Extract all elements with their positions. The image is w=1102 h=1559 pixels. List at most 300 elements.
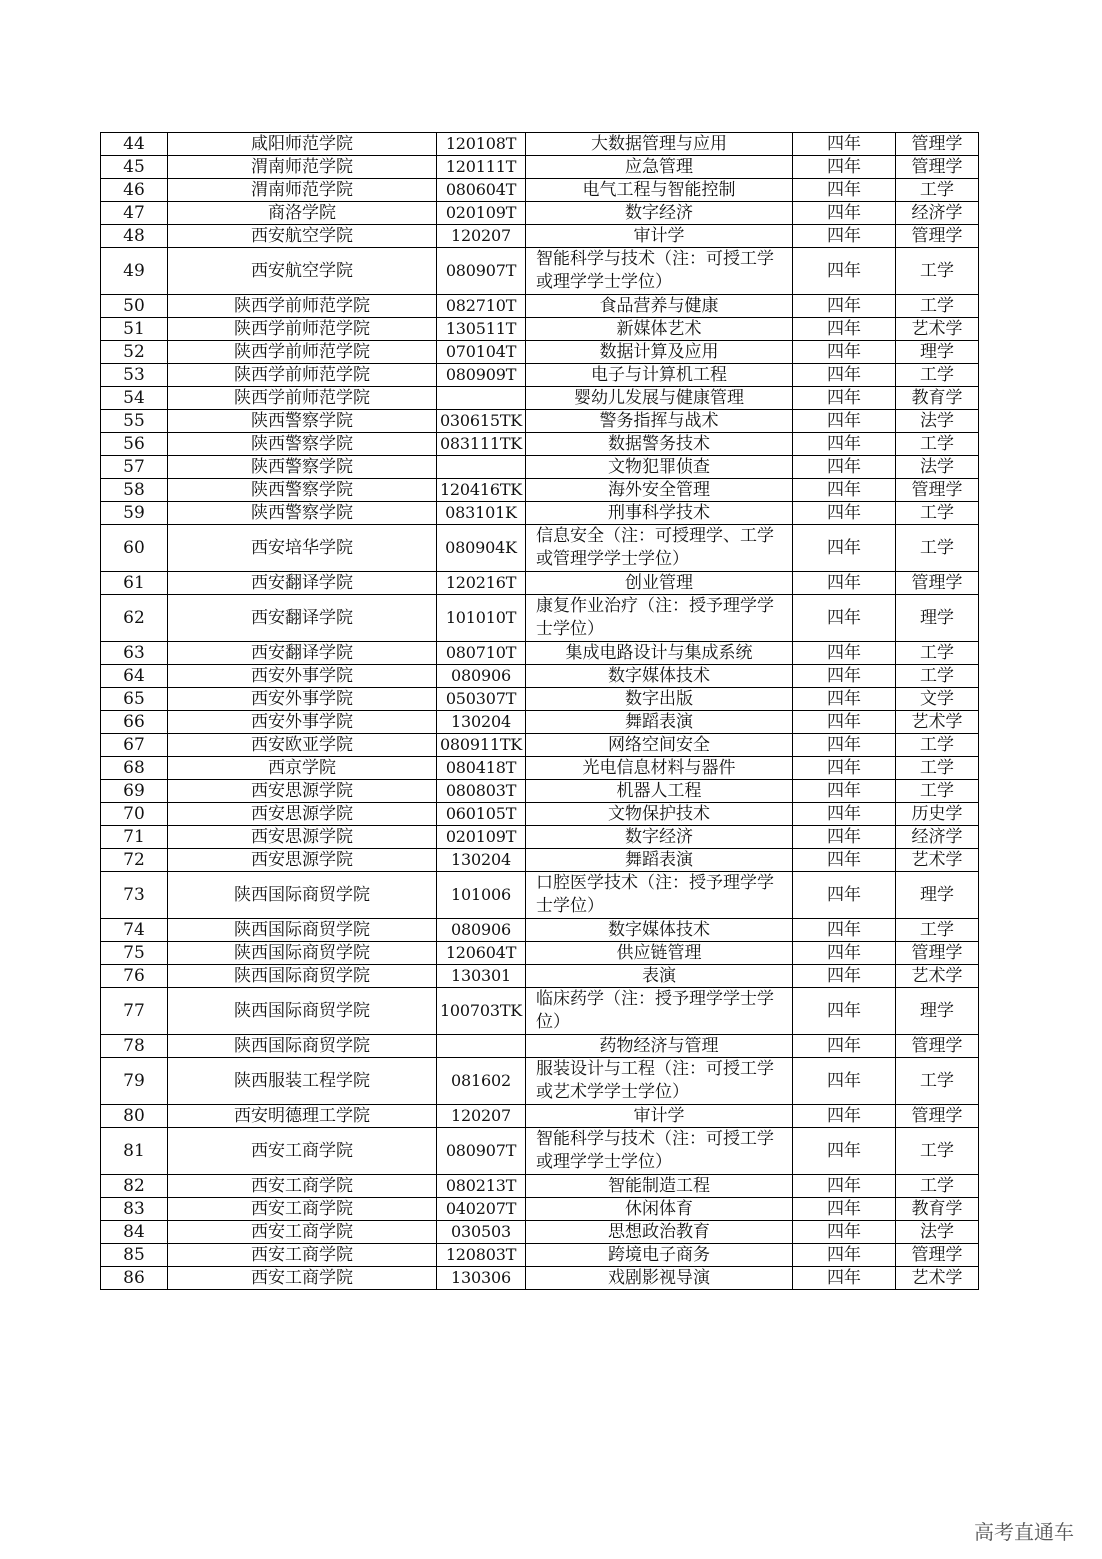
major-code-cell [437, 456, 526, 479]
major-code-cell: 120207 [437, 1105, 526, 1128]
major-code-cell: 101010T [437, 595, 526, 642]
row-number-cell: 48 [101, 225, 168, 248]
table-row [101, 318, 979, 341]
duration-cell: 四年 [793, 364, 896, 387]
school-cell: 陕西国际商贸学院 [168, 1035, 437, 1058]
duration-cell: 四年 [793, 942, 896, 965]
duration-cell: 四年 [793, 734, 896, 757]
row-number-cell: 80 [101, 1105, 168, 1128]
major-name-cell: 刑事科学技术 [526, 502, 793, 525]
duration-cell: 四年 [793, 919, 896, 942]
duration-cell: 四年 [793, 803, 896, 826]
duration-cell: 四年 [793, 433, 896, 456]
degree-cell: 艺术学 [896, 318, 979, 341]
major-name-cell: 海外安全管理 [526, 479, 793, 502]
duration-cell: 四年 [793, 988, 896, 1035]
table-row [101, 572, 979, 595]
row-number-cell: 44 [101, 133, 168, 156]
degree-cell: 工学 [896, 642, 979, 665]
degree-cell: 工学 [896, 502, 979, 525]
school-cell: 西安工商学院 [168, 1175, 437, 1198]
table-row [101, 433, 979, 456]
major-name-cell: 创业管理 [526, 572, 793, 595]
major-name-cell: 药物经济与管理 [526, 1035, 793, 1058]
school-cell: 陕西警察学院 [168, 410, 437, 433]
duration-cell: 四年 [793, 202, 896, 225]
major-code-cell: 130204 [437, 711, 526, 734]
table-row [101, 456, 979, 479]
school-cell: 西安翻译学院 [168, 595, 437, 642]
school-cell: 咸阳师范学院 [168, 133, 437, 156]
major-code-cell: 130204 [437, 849, 526, 872]
major-name-cell: 审计学 [526, 225, 793, 248]
school-cell: 西安思源学院 [168, 780, 437, 803]
school-cell: 西安航空学院 [168, 248, 437, 295]
major-code-cell: 070104T [437, 341, 526, 364]
duration-cell: 四年 [793, 479, 896, 502]
school-cell: 西安工商学院 [168, 1267, 437, 1290]
major-name-cell: 婴幼儿发展与健康管理 [526, 387, 793, 410]
row-number-cell: 47 [101, 202, 168, 225]
duration-cell: 四年 [793, 872, 896, 919]
degree-cell: 工学 [896, 364, 979, 387]
degree-cell: 法学 [896, 410, 979, 433]
degree-cell: 工学 [896, 1128, 979, 1175]
major-code-cell: 080213T [437, 1175, 526, 1198]
row-number-cell: 61 [101, 572, 168, 595]
table-row [101, 711, 979, 734]
row-number-cell: 78 [101, 1035, 168, 1058]
table-row [101, 1035, 979, 1058]
duration-cell: 四年 [793, 711, 896, 734]
major-name-cell: 口腔医学技术（注：授予理学学士学位） [526, 872, 793, 919]
row-number-cell: 59 [101, 502, 168, 525]
degree-cell: 工学 [896, 919, 979, 942]
school-cell: 西京学院 [168, 757, 437, 780]
school-cell: 西安欧亚学院 [168, 734, 437, 757]
major-code-cell: 030615TK [437, 410, 526, 433]
degree-cell: 工学 [896, 734, 979, 757]
duration-cell: 四年 [793, 1105, 896, 1128]
major-name-cell: 数字媒体技术 [526, 919, 793, 942]
school-cell: 陕西国际商贸学院 [168, 872, 437, 919]
degree-cell: 历史学 [896, 803, 979, 826]
major-code-cell: 120604T [437, 942, 526, 965]
row-number-cell: 85 [101, 1244, 168, 1267]
major-code-cell: 050307T [437, 688, 526, 711]
row-number-cell: 55 [101, 410, 168, 433]
watermark-text: 高考直通车 [974, 1520, 1074, 1544]
table-row [101, 387, 979, 410]
table-row [101, 248, 979, 295]
row-number-cell: 70 [101, 803, 168, 826]
table-row [101, 1128, 979, 1175]
row-number-cell: 69 [101, 780, 168, 803]
school-cell: 西安思源学院 [168, 849, 437, 872]
degree-cell: 管理学 [896, 942, 979, 965]
row-number-cell: 72 [101, 849, 168, 872]
table-row [101, 1221, 979, 1244]
school-cell: 陕西学前师范学院 [168, 341, 437, 364]
major-code-cell: 080418T [437, 757, 526, 780]
row-number-cell: 45 [101, 156, 168, 179]
degree-cell: 教育学 [896, 387, 979, 410]
major-name-cell: 集成电路设计与集成系统 [526, 642, 793, 665]
row-number-cell: 51 [101, 318, 168, 341]
table-row [101, 734, 979, 757]
row-number-cell: 73 [101, 872, 168, 919]
major-name-cell: 网络空间安全 [526, 734, 793, 757]
duration-cell: 四年 [793, 1128, 896, 1175]
major-name-cell: 新媒体艺术 [526, 318, 793, 341]
row-number-cell: 49 [101, 248, 168, 295]
major-code-cell: 120111T [437, 156, 526, 179]
major-code-cell: 120216T [437, 572, 526, 595]
row-number-cell: 71 [101, 826, 168, 849]
duration-cell: 四年 [793, 179, 896, 202]
major-code-cell: 080907T [437, 1128, 526, 1175]
degree-cell: 艺术学 [896, 965, 979, 988]
table-row [101, 942, 979, 965]
duration-cell: 四年 [793, 387, 896, 410]
degree-cell: 工学 [896, 295, 979, 318]
major-code-cell: 130306 [437, 1267, 526, 1290]
major-code-cell: 130301 [437, 965, 526, 988]
major-code-cell: 080904K [437, 525, 526, 572]
major-name-cell: 数字媒体技术 [526, 665, 793, 688]
major-code-cell: 040207T [437, 1198, 526, 1221]
duration-cell: 四年 [793, 595, 896, 642]
major-name-cell: 食品营养与健康 [526, 295, 793, 318]
major-name-cell: 戏剧影视导演 [526, 1267, 793, 1290]
major-name-cell: 供应链管理 [526, 942, 793, 965]
row-number-cell: 65 [101, 688, 168, 711]
major-name-cell: 电子与计算机工程 [526, 364, 793, 387]
duration-cell: 四年 [793, 248, 896, 295]
degree-cell: 管理学 [896, 1105, 979, 1128]
school-cell: 陕西国际商贸学院 [168, 942, 437, 965]
degree-cell: 经济学 [896, 202, 979, 225]
row-number-cell: 74 [101, 919, 168, 942]
degree-cell: 工学 [896, 1058, 979, 1105]
degree-cell: 工学 [896, 433, 979, 456]
major-name-cell: 舞蹈表演 [526, 711, 793, 734]
major-code-cell: 081602 [437, 1058, 526, 1105]
table-row [101, 364, 979, 387]
school-cell: 西安工商学院 [168, 1128, 437, 1175]
duration-cell: 四年 [793, 642, 896, 665]
table-row [101, 1244, 979, 1267]
school-cell: 陕西警察学院 [168, 456, 437, 479]
major-name-cell: 大数据管理与应用 [526, 133, 793, 156]
school-cell: 西安培华学院 [168, 525, 437, 572]
major-code-cell: 130511T [437, 318, 526, 341]
major-name-cell: 舞蹈表演 [526, 849, 793, 872]
school-cell: 陕西国际商贸学院 [168, 919, 437, 942]
table-row [101, 1105, 979, 1128]
school-cell: 陕西警察学院 [168, 479, 437, 502]
table-row [101, 642, 979, 665]
table-row [101, 1175, 979, 1198]
degree-cell: 管理学 [896, 225, 979, 248]
degree-cell: 法学 [896, 1221, 979, 1244]
major-code-cell: 120416TK [437, 479, 526, 502]
table-row [101, 665, 979, 688]
major-name-cell: 文物保护技术 [526, 803, 793, 826]
major-name-cell: 审计学 [526, 1105, 793, 1128]
duration-cell: 四年 [793, 665, 896, 688]
duration-cell: 四年 [793, 688, 896, 711]
duration-cell: 四年 [793, 502, 896, 525]
major-code-cell: 080907T [437, 248, 526, 295]
school-cell: 西安外事学院 [168, 688, 437, 711]
school-cell: 陕西学前师范学院 [168, 387, 437, 410]
duration-cell: 四年 [793, 826, 896, 849]
duration-cell: 四年 [793, 156, 896, 179]
duration-cell: 四年 [793, 1198, 896, 1221]
row-number-cell: 63 [101, 642, 168, 665]
duration-cell: 四年 [793, 295, 896, 318]
table-row [101, 988, 979, 1035]
major-name-cell: 机器人工程 [526, 780, 793, 803]
major-name-cell: 应急管理 [526, 156, 793, 179]
major-name-cell: 临床药学（注：授予理学学士学位） [526, 988, 793, 1035]
table-row [101, 410, 979, 433]
table-row [101, 1198, 979, 1221]
school-cell: 西安明德理工学院 [168, 1105, 437, 1128]
row-number-cell: 79 [101, 1058, 168, 1105]
major-name-cell: 数据警务技术 [526, 433, 793, 456]
major-name-cell: 数字经济 [526, 202, 793, 225]
major-code-cell: 060105T [437, 803, 526, 826]
major-name-cell: 休闲体育 [526, 1198, 793, 1221]
row-number-cell: 58 [101, 479, 168, 502]
row-number-cell: 83 [101, 1198, 168, 1221]
table-row [101, 225, 979, 248]
row-number-cell: 62 [101, 595, 168, 642]
major-name-cell: 智能科学与技术（注：可授工学或理学学士学位） [526, 248, 793, 295]
row-number-cell: 60 [101, 525, 168, 572]
degree-cell: 工学 [896, 248, 979, 295]
major-name-cell: 思想政治教育 [526, 1221, 793, 1244]
table-row [101, 872, 979, 919]
major-name-cell: 电气工程与智能控制 [526, 179, 793, 202]
school-cell: 西安外事学院 [168, 665, 437, 688]
row-number-cell: 77 [101, 988, 168, 1035]
majors-table-body [101, 133, 979, 1290]
row-number-cell: 46 [101, 179, 168, 202]
school-cell: 陕西国际商贸学院 [168, 988, 437, 1035]
row-number-cell: 66 [101, 711, 168, 734]
school-cell: 西安思源学院 [168, 826, 437, 849]
row-number-cell: 86 [101, 1267, 168, 1290]
degree-cell: 理学 [896, 595, 979, 642]
duration-cell: 四年 [793, 341, 896, 364]
degree-cell: 艺术学 [896, 849, 979, 872]
major-code-cell: 100703TK [437, 988, 526, 1035]
duration-cell: 四年 [793, 965, 896, 988]
table-row [101, 525, 979, 572]
degree-cell: 管理学 [896, 156, 979, 179]
degree-cell: 工学 [896, 525, 979, 572]
table-row [101, 780, 979, 803]
table-row [101, 133, 979, 156]
school-cell: 西安航空学院 [168, 225, 437, 248]
table-row [101, 295, 979, 318]
major-code-cell [437, 387, 526, 410]
degree-cell: 管理学 [896, 1244, 979, 1267]
table-row [101, 479, 979, 502]
degree-cell: 管理学 [896, 1035, 979, 1058]
table-row [101, 202, 979, 225]
major-code-cell: 080906 [437, 665, 526, 688]
school-cell: 渭南师范学院 [168, 156, 437, 179]
major-name-cell: 智能科学与技术（注：可授工学或理学学士学位） [526, 1128, 793, 1175]
major-name-cell: 表演 [526, 965, 793, 988]
school-cell: 陕西警察学院 [168, 433, 437, 456]
major-code-cell: 101006 [437, 872, 526, 919]
school-cell: 陕西学前师范学院 [168, 295, 437, 318]
table-row [101, 688, 979, 711]
table-row [101, 849, 979, 872]
table-row [101, 826, 979, 849]
major-code-cell: 080710T [437, 642, 526, 665]
degree-cell: 管理学 [896, 479, 979, 502]
major-code-cell: 120803T [437, 1244, 526, 1267]
degree-cell: 文学 [896, 688, 979, 711]
major-name-cell: 警务指挥与战术 [526, 410, 793, 433]
major-code-cell: 080803T [437, 780, 526, 803]
table-row [101, 595, 979, 642]
row-number-cell: 53 [101, 364, 168, 387]
school-cell: 西安工商学院 [168, 1198, 437, 1221]
school-cell: 陕西学前师范学院 [168, 318, 437, 341]
table-row [101, 1058, 979, 1105]
major-name-cell: 光电信息材料与器件 [526, 757, 793, 780]
degree-cell: 理学 [896, 988, 979, 1035]
table-row [101, 919, 979, 942]
table-row [101, 502, 979, 525]
major-code-cell: 080906 [437, 919, 526, 942]
row-number-cell: 67 [101, 734, 168, 757]
row-number-cell: 75 [101, 942, 168, 965]
degree-cell: 经济学 [896, 826, 979, 849]
school-cell: 陕西学前师范学院 [168, 364, 437, 387]
row-number-cell: 81 [101, 1128, 168, 1175]
table-row [101, 156, 979, 179]
major-name-cell: 信息安全（注：可授理学、工学或管理学学士学位） [526, 525, 793, 572]
degree-cell: 教育学 [896, 1198, 979, 1221]
row-number-cell: 52 [101, 341, 168, 364]
duration-cell: 四年 [793, 757, 896, 780]
school-cell: 西安外事学院 [168, 711, 437, 734]
degree-cell: 理学 [896, 341, 979, 364]
duration-cell: 四年 [793, 780, 896, 803]
duration-cell: 四年 [793, 525, 896, 572]
table-row [101, 757, 979, 780]
major-code-cell [437, 1035, 526, 1058]
duration-cell: 四年 [793, 1175, 896, 1198]
table-row [101, 803, 979, 826]
major-name-cell: 跨境电子商务 [526, 1244, 793, 1267]
school-cell: 西安工商学院 [168, 1221, 437, 1244]
major-code-cell: 120108T [437, 133, 526, 156]
degree-cell: 艺术学 [896, 1267, 979, 1290]
major-code-cell: 020109T [437, 826, 526, 849]
table-row [101, 179, 979, 202]
duration-cell: 四年 [793, 1267, 896, 1290]
duration-cell: 四年 [793, 1058, 896, 1105]
duration-cell: 四年 [793, 318, 896, 341]
school-cell: 渭南师范学院 [168, 179, 437, 202]
row-number-cell: 54 [101, 387, 168, 410]
major-name-cell: 服装设计与工程（注：可授工学或艺术学学士学位） [526, 1058, 793, 1105]
row-number-cell: 57 [101, 456, 168, 479]
degree-cell: 工学 [896, 757, 979, 780]
row-number-cell: 76 [101, 965, 168, 988]
degree-cell: 艺术学 [896, 711, 979, 734]
school-cell: 西安工商学院 [168, 1244, 437, 1267]
duration-cell: 四年 [793, 133, 896, 156]
duration-cell: 四年 [793, 410, 896, 433]
degree-cell: 理学 [896, 872, 979, 919]
major-name-cell: 数字出版 [526, 688, 793, 711]
major-name-cell: 数字经济 [526, 826, 793, 849]
majors-table [100, 132, 979, 1290]
duration-cell: 四年 [793, 456, 896, 479]
major-name-cell: 康复作业治疗（注：授予理学学士学位） [526, 595, 793, 642]
school-cell: 商洛学院 [168, 202, 437, 225]
degree-cell: 管理学 [896, 133, 979, 156]
major-code-cell: 080909T [437, 364, 526, 387]
school-cell: 陕西警察学院 [168, 502, 437, 525]
row-number-cell: 68 [101, 757, 168, 780]
row-number-cell: 64 [101, 665, 168, 688]
degree-cell: 工学 [896, 1175, 979, 1198]
duration-cell: 四年 [793, 1221, 896, 1244]
table-row [101, 965, 979, 988]
degree-cell: 工学 [896, 665, 979, 688]
degree-cell: 法学 [896, 456, 979, 479]
major-code-cell: 020109T [437, 202, 526, 225]
school-cell: 西安思源学院 [168, 803, 437, 826]
duration-cell: 四年 [793, 1244, 896, 1267]
major-code-cell: 080911TK [437, 734, 526, 757]
duration-cell: 四年 [793, 572, 896, 595]
degree-cell: 工学 [896, 179, 979, 202]
major-name-cell: 智能制造工程 [526, 1175, 793, 1198]
major-code-cell: 083111TK [437, 433, 526, 456]
duration-cell: 四年 [793, 225, 896, 248]
table-row [101, 341, 979, 364]
duration-cell: 四年 [793, 849, 896, 872]
school-cell: 陕西国际商贸学院 [168, 965, 437, 988]
degree-cell: 管理学 [896, 572, 979, 595]
school-cell: 西安翻译学院 [168, 642, 437, 665]
degree-cell: 工学 [896, 780, 979, 803]
table-row [101, 1267, 979, 1290]
row-number-cell: 82 [101, 1175, 168, 1198]
major-code-cell: 030503 [437, 1221, 526, 1244]
major-name-cell: 文物犯罪侦查 [526, 456, 793, 479]
school-cell: 陕西服装工程学院 [168, 1058, 437, 1105]
major-code-cell: 120207 [437, 225, 526, 248]
major-code-cell: 080604T [437, 179, 526, 202]
row-number-cell: 56 [101, 433, 168, 456]
school-cell: 西安翻译学院 [168, 572, 437, 595]
major-code-cell: 082710T [437, 295, 526, 318]
major-name-cell: 数据计算及应用 [526, 341, 793, 364]
